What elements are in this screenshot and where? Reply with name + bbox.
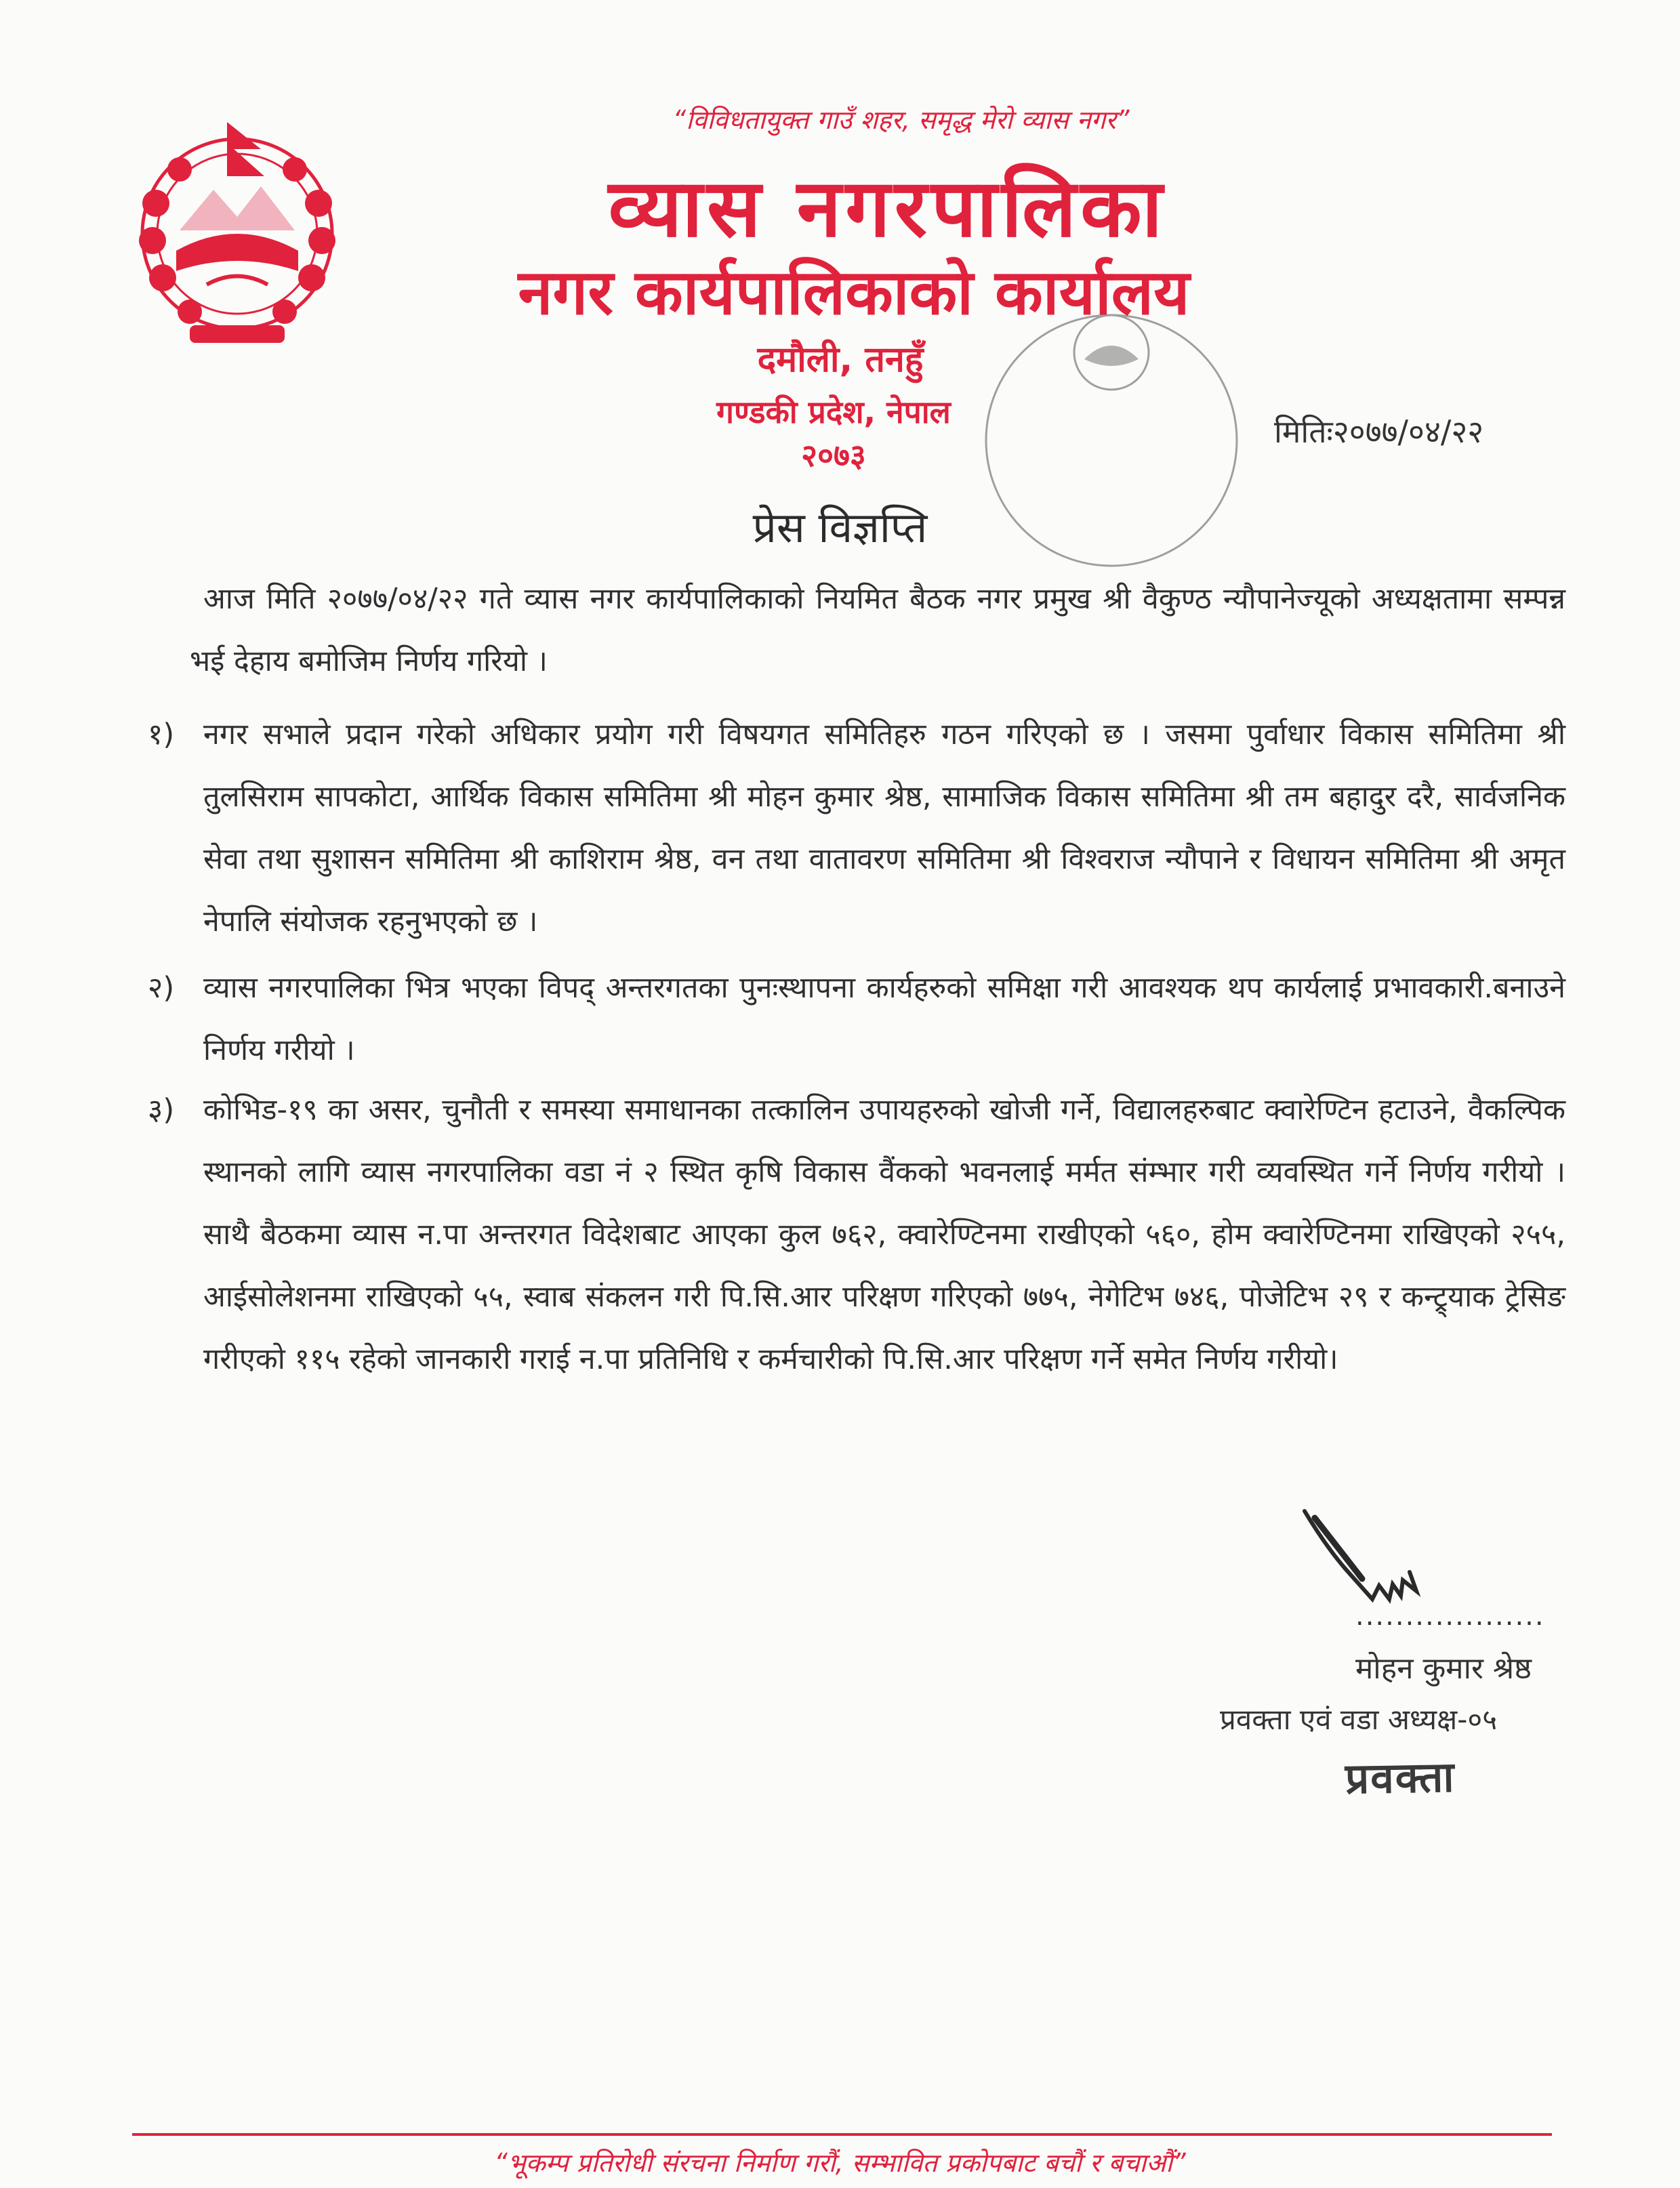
signature-line: ................... <box>1355 1601 1545 1632</box>
item-number: १) <box>148 718 175 751</box>
address-line-2: गण्डकी प्रदेश, नेपाल <box>716 394 951 430</box>
handwritten-signature-icon <box>1298 1504 1440 1613</box>
item-text: कोभिड-१९ का असर, चुनौती र समस्या समाधानका तत्कालिन उपायहरुको खोजी गर्ने, विद्यालहरुबाट क्वारेण्टिन हटाउने, वैकल्पिक स्थानको लागि व्यास नगरपालिका वडा नं २ स्थित कृषि विकास वैंकको भवनलाई मर्मत संम्भार गरी व्यवस्थित गर्ने निर्णय गरीयो । साथै बैठकमा व्यास न.पा अन्तरगत विदेशबाट आएका कुल ७६२, क्वारेण्टिनमा राखीएको ५६०, होम क्वारेण्टिनमा राखिएको २५५, आईसोलेशनमा राखिएको ५५, स्वाब संकलन गरी पि.सि.आर परिक्षण गरिएको ७७५, नेगेटिभ ७४६, पोजेटिभ २९ र कन्ट्र्याक ट्रेसिङ गरीएको ११५ रहेको जानकारी गराई न.पा प्रतिनिधि र कर्मचारीको पि.सि.आर परिक्षण गर्ने समेत निर्णय गरीयो। <box>203 1093 1565 1376</box>
list-item <box>148 1079 1565 1390</box>
office-name: व्यास नगरपालिका <box>608 161 1167 255</box>
signatory-name: मोहन कुमार श्रेष्ठ <box>1355 1651 1532 1686</box>
footer-divider <box>132 2133 1552 2136</box>
footer-slogan: “भूकम्प प्रतिरोधी संरचना निर्माण गरौं, सम्भावित प्रकोपबाट बचौं र बचाऔं” <box>494 2148 1186 2178</box>
address-line-1: दमौली, तनहुँ <box>757 339 924 380</box>
list-item <box>148 703 1565 953</box>
list-item <box>148 957 1565 1081</box>
item-text: नगर सभाले प्रदान गरेको अधिकार प्रयोग गरी विषयगत समितिहरु गठन गरिएको छ । जसमा पुर्वाधार विकास समितिमा श्री तुलसिराम सापकोटा, आर्थिक विकास समितिमा श्री मोहन कुमार श्रेष्ठ, सामाजिक विकास समितिमा श्री तम बहादुर दरै, सार्वजनिक सेवा तथा सुशासन समितिमा श्री काशिराम श्रेष्ठ, वन तथा वातावरण समितिमा श्री विश्वराज न्यौपाने र विधायन समितिमा श्री अमृत नेपालि संयोजक रहनुभएको छ । <box>203 718 1565 938</box>
item-number: २) <box>148 971 175 1005</box>
document-title: प्रेस विज्ञप्ति <box>752 503 928 552</box>
spokesperson-stamp: प्रवक्ता <box>1345 1752 1456 1804</box>
item-text: व्यास नगरपालिका भित्र भएका विपद् अन्तरगतका पुनःस्थापना कार्यहरुको समिक्षा गरी आवश्यक थप कार्यलाई प्रभावकारी.बनाउने निर्णय गरीयो । <box>203 971 1565 1067</box>
established-year: २०७३ <box>801 437 866 474</box>
date: मितिः२०७७/०४/२२ <box>1274 413 1484 450</box>
top-slogan: “विविधतायुक्त गाउँ शहर, समृद्ध मेरो व्यास नगर” <box>672 105 1130 135</box>
item-number: ३) <box>148 1093 175 1127</box>
office-subtitle: नगर कार्यपालिकाको कार्यालय <box>518 256 1190 329</box>
signatory-title: प्रवक्ता एवं वडा अध्यक्ष-०५ <box>1220 1703 1498 1736</box>
intro-paragraph: आज मिति २०७७/०४/२२ गते व्यास नगर कार्यपालिकाको नियमित बैठक नगर प्रमुख श्री वैकुण्ठ न्यौपानेज्यूको अध्यक्षतामा सम्पन्न भई देहाय बमोजिम निर्णय गरियो । <box>190 582 1565 678</box>
